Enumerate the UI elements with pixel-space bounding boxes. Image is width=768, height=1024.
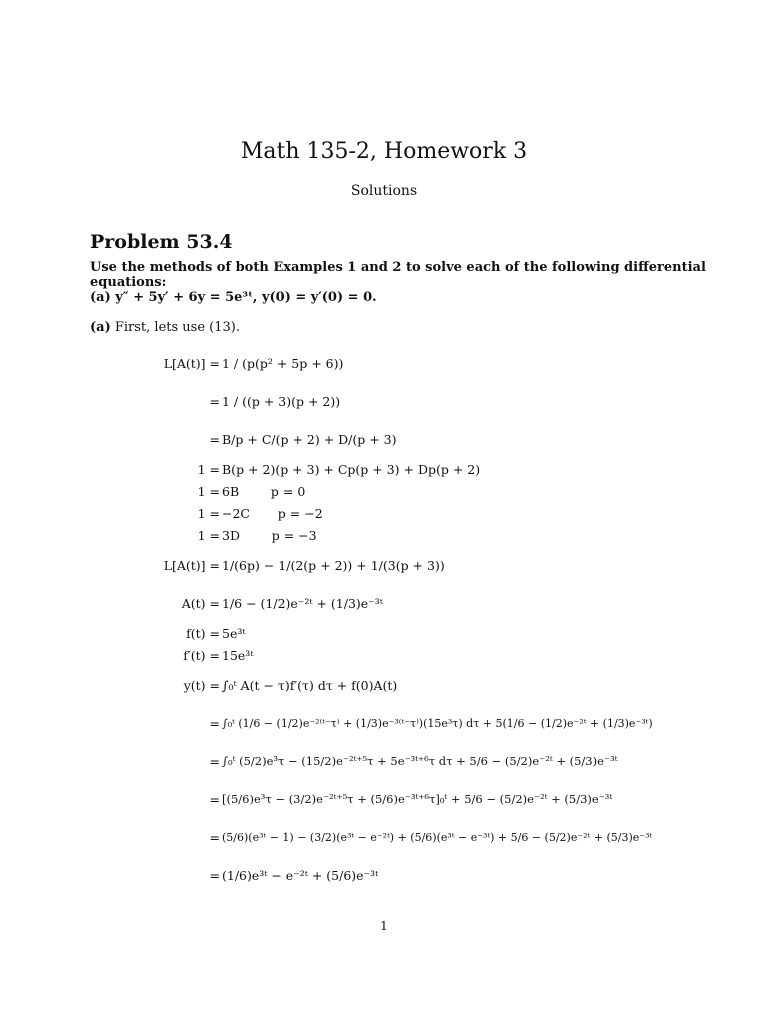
equation-line [140,780,670,818]
equation-line [140,856,670,894]
page-subtitle: Solutions [350,183,418,199]
equation-line [140,524,670,546]
equation-line [140,382,670,420]
equation-rhs: 1/6 − (1/2)e⁻²ᵗ + (1/3)e⁻³ᵗ [222,595,383,611]
page-number: 1 [380,919,388,933]
equation-line [140,458,670,480]
problem-heading: Problem 53.4 [90,231,233,253]
equation-line [140,644,670,666]
equation-lhs: y(t) = [183,677,220,693]
equation-lhs: = [209,431,220,447]
equation-lhs: f(t) = [186,625,220,641]
equation-rhs: 6B p = 0 [222,483,306,499]
equation-line [140,584,670,622]
equation-line [140,502,670,524]
equation-rhs: 1 / (p(p² + 5p + 6)) [222,355,344,371]
equation-line [140,420,670,458]
problem-instruction: Use the methods of both Examples 1 and 2 to solve each of the following differential equations: [90,260,706,290]
equation-lhs: A(t) = [181,595,220,611]
equation-rhs: ∫₀ᵗ A(t − τ)f′(τ) dτ + f(0)A(t) [222,677,398,693]
equation-line [140,546,670,584]
equation-lhs: 1 = [197,505,220,521]
equation-rhs: 1/(6p) − 1/(2(p + 2)) + 1/(3(p + 3)) [222,557,445,573]
equation-lhs: 1 = [197,483,220,499]
equation-rhs: 15e³ᵗ [222,647,254,663]
part-a-statement: (a) y″ + 5y′ + 6y = 5e³ᵗ, y(0) = y′(0) = 0. [90,290,377,305]
equation-lhs: = [209,393,220,409]
equation-rhs: B/p + C/(p + 2) + D/(p + 3) [222,431,397,447]
equation-rhs: ∫₀ᵗ (1/6 − (1/2)e⁻²⁽ᵗ⁻τ⁾ + (1/3)e⁻³⁽ᵗ⁻τ⁾)(15e³τ) dτ + 5(1/6 − (1/2)e⁻²ᵗ + (1/3)e⁻³ᵗ) [222,716,653,730]
equation-rhs: −2C p = −2 [222,505,323,521]
intro-label: (a) [90,320,111,335]
equation-lhs: L[A(t)] = [163,355,220,371]
equation-line [140,742,670,780]
intro-text: First, lets use (13). [110,320,240,335]
equation-lhs: = [209,753,220,769]
equation-lhs: L[A(t)] = [163,557,220,573]
equation-rhs: (1/6)e³ᵗ − e⁻²ᵗ + (5/6)e⁻³ᵗ [222,867,379,883]
equation-rhs: B(p + 2)(p + 3) + Cp(p + 3) + Dp(p + 2) [222,461,481,477]
equation-rhs: [(5/6)e³τ − (3/2)e⁻²ᵗ⁺⁵τ + (5/6)e⁻³ᵗ⁺⁶τ]₀ᵗ + 5/6 − (5/2)e⁻²ᵗ + (5/3)e⁻³ᵗ [222,792,613,806]
equation-line [140,666,670,704]
equation-rhs: 5e³ᵗ [222,625,246,641]
equation-lhs: f′(t) = [183,647,220,663]
equation-lhs: = [209,867,220,883]
equation-line [140,818,670,856]
equation-line [140,622,670,644]
equation-block [140,344,670,894]
equation-line [140,704,670,742]
equation-lhs: = [209,829,220,845]
equation-rhs: (5/6)(e³ᵗ − 1) − (3/2)(e³ᵗ − e⁻²ᵗ) + (5/6)(e³ᵗ − e⁻³ᵗ) + 5/6 − (5/2)e⁻²ᵗ + (5/3)e⁻³ᵗ [222,830,653,844]
equation-rhs: ∫₀ᵗ (5/2)e³τ − (15/2)e⁻²ᵗ⁺⁵τ + 5e⁻³ᵗ⁺⁶τ dτ + 5/6 − (5/2)e⁻²ᵗ + (5/3)e⁻³ᵗ [222,754,618,768]
solution-intro [90,320,240,335]
equation-line [140,344,670,382]
equation-lhs: 1 = [197,527,220,543]
equation-line [140,480,670,502]
equation-lhs: = [209,791,220,807]
page-title: Math 135-2, Homework 3 [240,139,528,164]
equation-lhs: = [209,715,220,731]
equation-rhs: 1 / ((p + 3)(p + 2)) [222,393,341,409]
equation-lhs: 1 = [197,461,220,477]
equation-rhs: 3D p = −3 [222,527,317,543]
